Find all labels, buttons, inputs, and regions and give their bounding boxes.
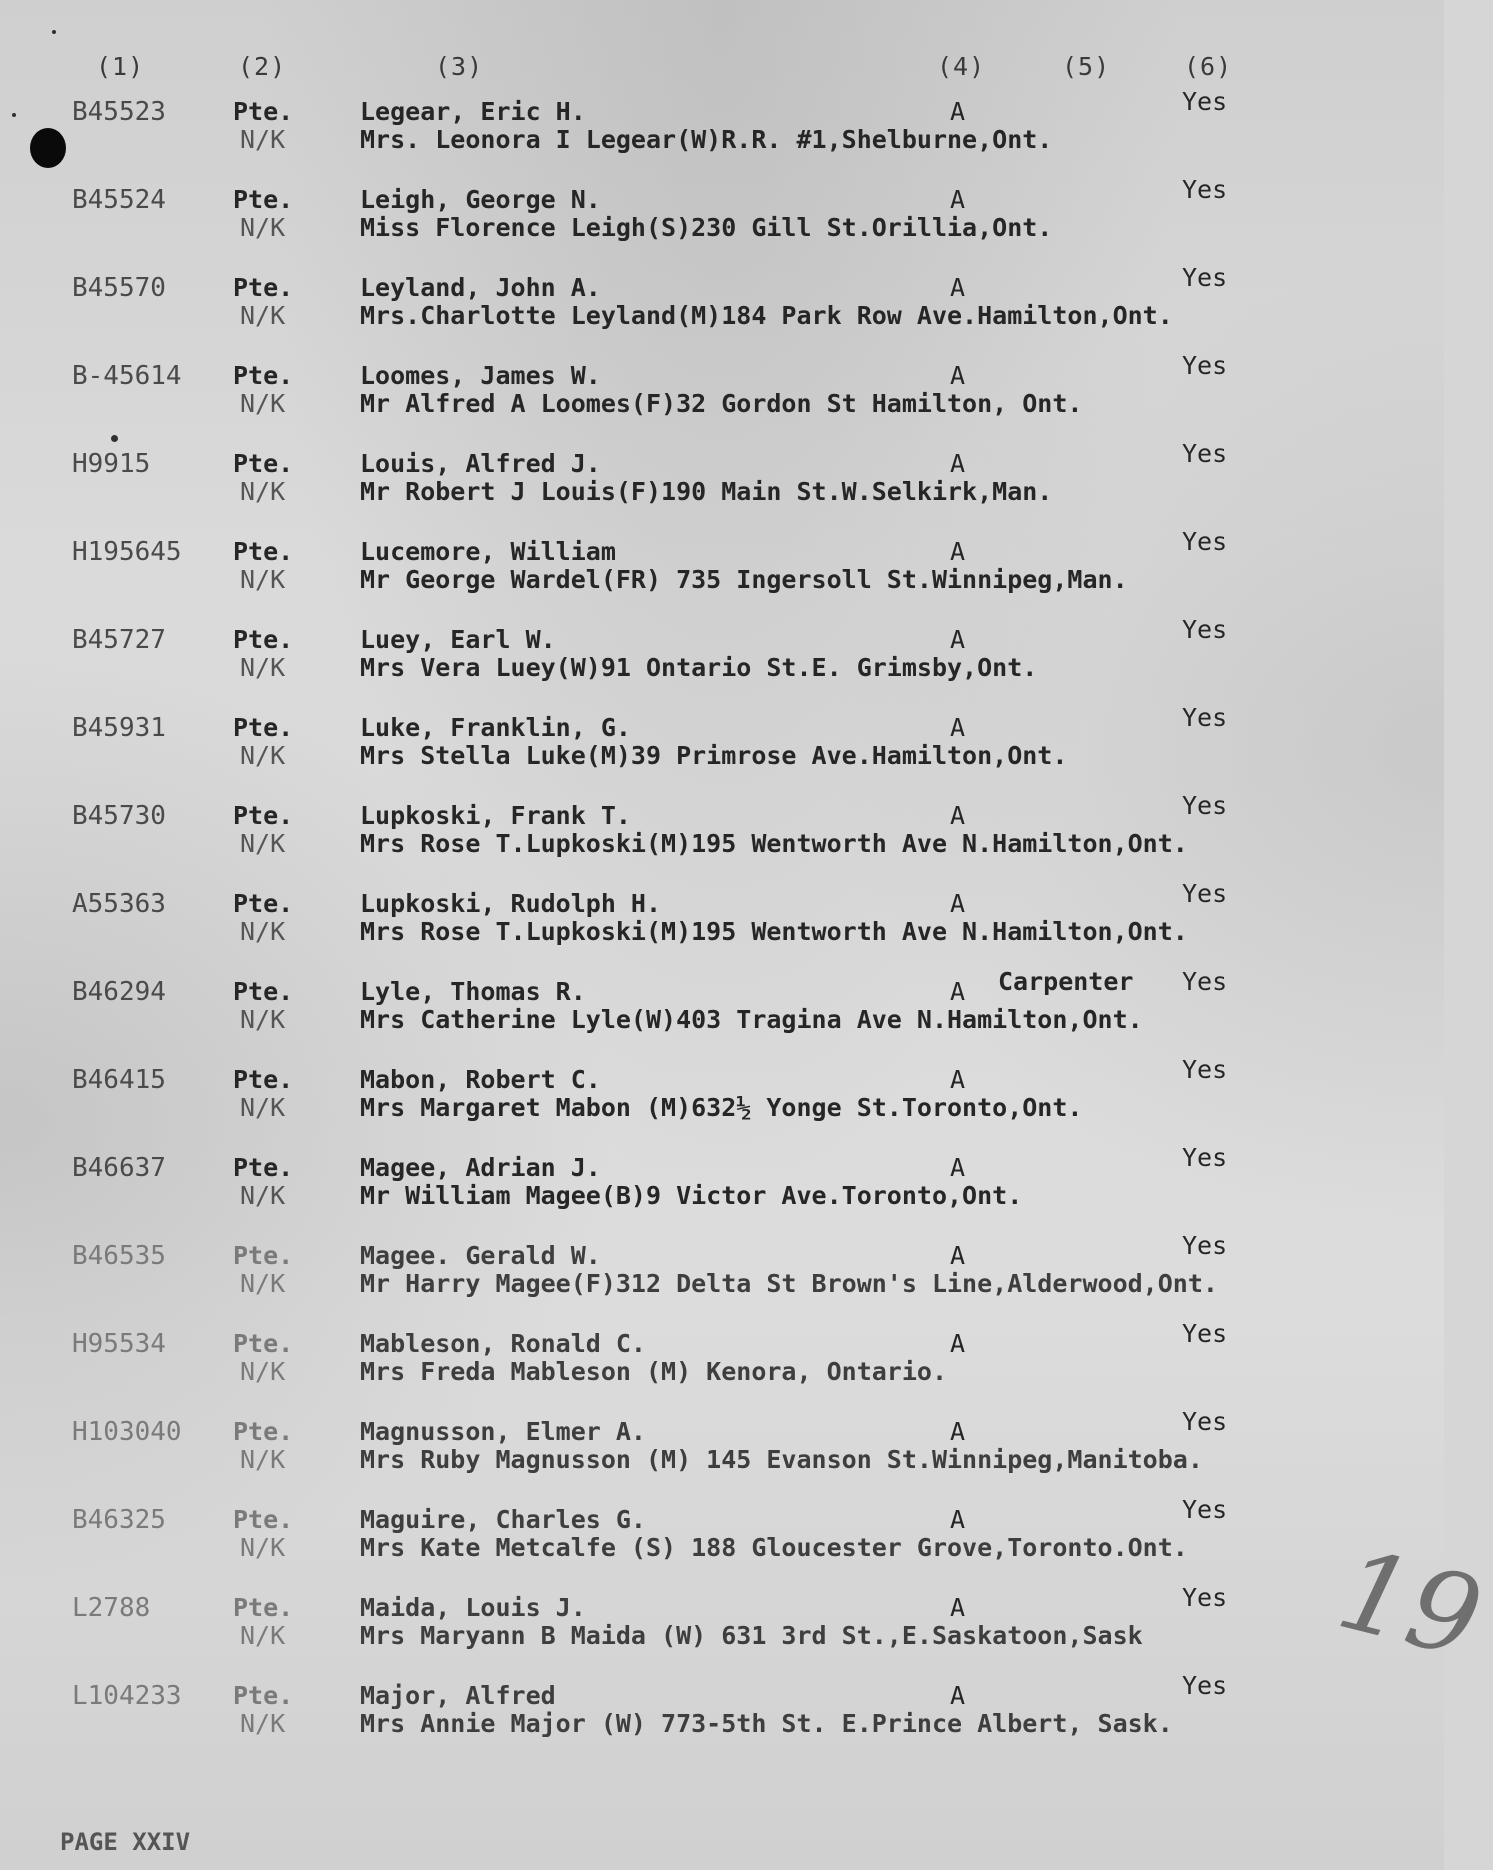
entry-number: L104233 [72,1681,182,1711]
entry-column-6: Yes [1182,351,1228,380]
table-row [0,791,1444,872]
entry-rank: Pte. [233,1505,294,1534]
entry-nok-code: N/K [240,1445,286,1474]
entry-name: Mabon, Robert C. [360,1065,601,1094]
entry-rank: Pte. [233,625,294,654]
entry-next-of-kin: Mr William Magee(B)9 Victor Ave.Toronto,Ont. [360,1181,1023,1210]
entry-next-of-kin: Mrs Catherine Lyle(W)403 Tragina Ave N.Hamilton,Ont. [360,1005,1143,1034]
entry-next-of-kin: Mrs Annie Major (W) 773-5th St. E.Prince Albert, Sask. [360,1709,1173,1738]
table-row [0,1407,1444,1488]
table-row [0,1143,1444,1224]
entry-number: B45570 [72,273,166,303]
entry-column-4: A [950,273,966,302]
entry-column-4: A [950,361,966,390]
entry-number: H195645 [72,537,182,567]
entry-number: B45730 [72,801,166,831]
entry-number: H103040 [72,1417,182,1447]
entry-nok-code: N/K [240,125,286,154]
table-row [0,967,1444,1048]
entry-column-6: Yes [1182,439,1228,468]
entry-next-of-kin: Mrs Maryann B Maida (W) 631 3rd St.,E.Saskatoon,Sask [360,1621,1143,1650]
entry-rank: Pte. [233,449,294,478]
entry-rank: Pte. [233,1329,294,1358]
entry-column-6: Yes [1182,1407,1228,1436]
table-row [0,1671,1444,1752]
entry-name: Magnusson, Elmer A. [360,1417,646,1446]
entry-rank: Pte. [233,1241,294,1270]
entry-name: Legear, Eric H. [360,97,586,126]
entry-number: H9915 [72,449,151,479]
entry-column-4: A [950,1329,966,1358]
entry-next-of-kin: Mr Alfred A Loomes(F)32 Gordon St Hamilton, Ont. [360,389,1083,418]
entry-name: Major, Alfred [360,1681,556,1710]
entry-rank: Pte. [233,801,294,830]
column-header-1: (1) [96,52,145,81]
entry-name: Louis, Alfred J. [360,449,601,478]
entry-rank: Pte. [233,977,294,1006]
entry-column-6: Yes [1182,1143,1228,1172]
entry-next-of-kin: Mrs.Charlotte Leyland(M)184 Park Row Ave.Hamilton,Ont. [360,301,1173,330]
entry-nok-code: N/K [240,1005,286,1034]
entry-number: A55363 [72,889,166,919]
entry-next-of-kin: Mrs Margaret Mabon (M)632½ Yonge St.Toronto,Ont. [360,1093,1083,1122]
entry-column-4: A [950,977,966,1006]
entry-rank: Pte. [233,361,294,390]
entry-next-of-kin: Mrs Rose T.Lupkoski(M)195 Wentworth Ave N.Hamilton,Ont. [360,829,1188,858]
entry-number: B46637 [72,1153,166,1183]
entry-nok-code: N/K [240,1269,286,1298]
entry-column-6: Yes [1182,703,1228,732]
entry-nok-code: N/K [240,829,286,858]
entry-rank: Pte. [233,713,294,742]
entry-column-6: Yes [1182,791,1228,820]
column-header-3: (3) [435,52,484,81]
entry-column-4: A [950,889,966,918]
entry-rank: Pte. [233,889,294,918]
entry-column-4: A [950,713,966,742]
table-row [0,263,1444,344]
handwritten-page-number: 19 [1326,1524,1493,1684]
entry-next-of-kin: Mrs Freda Mableson (M) Kenora, Ontario. [360,1357,947,1386]
table-row [0,175,1444,256]
column-header-2: (2) [238,52,287,81]
entry-name: Lucemore, William [360,537,616,566]
entry-nok-code: N/K [240,653,286,682]
table-row [0,1583,1444,1664]
column-header-6: (6) [1184,52,1233,81]
page-footer: PAGE XXIV [60,1828,191,1856]
entry-number: L2788 [72,1593,151,1623]
entry-next-of-kin: Mrs Stella Luke(M)39 Primrose Ave.Hamilton,Ont. [360,741,1068,770]
entry-rank: Pte. [233,97,294,126]
entry-column-4: A [950,1593,966,1622]
table-row [0,1319,1444,1400]
entry-rank: Pte. [233,1065,294,1094]
entry-column-4: A [950,1681,966,1710]
entry-name: Leigh, George N. [360,185,601,214]
entry-column-6: Yes [1182,87,1228,116]
entry-name: Loomes, James W. [360,361,601,390]
column-header-4: (4) [937,52,986,81]
entry-rank: Pte. [233,1417,294,1446]
entry-trade: Carpenter [998,967,1134,996]
entry-number: B46535 [72,1241,166,1271]
entry-column-4: A [950,1065,966,1094]
entry-nok-code: N/K [240,1533,286,1562]
entry-nok-code: N/K [240,301,286,330]
entry-column-4: A [950,97,966,126]
column-header-5: (5) [1062,52,1111,81]
entry-name: Luke, Franklin, G. [360,713,631,742]
entry-name: Maida, Louis J. [360,1593,586,1622]
entry-column-6: Yes [1182,527,1228,556]
entry-column-4: A [950,625,966,654]
entry-name: Luey, Earl W. [360,625,556,654]
entry-next-of-kin: Mrs Kate Metcalfe (S) 188 Gloucester Grove,Toronto.Ont. [360,1533,1188,1562]
entry-name: Magee, Adrian J. [360,1153,601,1182]
entry-column-4: A [950,1153,966,1182]
table-row [0,351,1444,432]
entry-number: B45727 [72,625,166,655]
table-row [0,1495,1444,1576]
entry-next-of-kin: Mrs. Leonora I Legear(W)R.R. #1,Shelburne,Ont. [360,125,1053,154]
entry-name: Lupkoski, Rudolph H. [360,889,662,918]
table-row [0,1231,1444,1312]
entry-number: B46294 [72,977,166,1007]
entry-nok-code: N/K [240,565,286,594]
entry-column-4: A [950,449,966,478]
entry-next-of-kin: Mr Harry Magee(F)312 Delta St Brown's Line,Alderwood,Ont. [360,1269,1218,1298]
entry-number: H95534 [72,1329,166,1359]
entry-nok-code: N/K [240,917,286,946]
entry-column-6: Yes [1182,1319,1228,1348]
entry-nok-code: N/K [240,1709,286,1738]
entry-rank: Pte. [233,1681,294,1710]
entry-rank: Pte. [233,1153,294,1182]
entry-column-6: Yes [1182,1583,1228,1612]
entry-name: Maguire, Charles G. [360,1505,646,1534]
entry-rank: Pte. [233,537,294,566]
entry-nok-code: N/K [240,1093,286,1122]
entry-column-6: Yes [1182,967,1228,996]
entry-number: B45524 [72,185,166,215]
entry-column-6: Yes [1182,263,1228,292]
entry-column-6: Yes [1182,1231,1228,1260]
entry-name: Lyle, Thomas R. [360,977,586,1006]
entry-next-of-kin: Mrs Ruby Magnusson (M) 145 Evanson St.Winnipeg,Manitoba. [360,1445,1203,1474]
entry-nok-code: N/K [240,389,286,418]
entry-rank: Pte. [233,185,294,214]
table-row [0,439,1444,520]
entry-column-6: Yes [1182,175,1228,204]
entry-name: Lupkoski, Frank T. [360,801,631,830]
entry-column-4: A [950,1241,966,1270]
entry-nok-code: N/K [240,1181,286,1210]
entry-column-6: Yes [1182,1671,1228,1700]
entry-next-of-kin: Mrs Vera Luey(W)91 Ontario St.E. Grimsby,Ont. [360,653,1038,682]
entry-number: B46415 [72,1065,166,1095]
table-row [0,1055,1444,1136]
entry-name: Mableson, Ronald C. [360,1329,646,1358]
entry-number: B-45614 [72,361,182,391]
table-row [0,879,1444,960]
ink-dot [52,30,56,34]
table-row [0,527,1444,608]
entry-nok-code: N/K [240,741,286,770]
table-row [0,615,1444,696]
entry-name: Leyland, John A. [360,273,601,302]
entry-next-of-kin: Mrs Rose T.Lupkoski(M)195 Wentworth Ave N.Hamilton,Ont. [360,917,1188,946]
entry-next-of-kin: Miss Florence Leigh(S)230 Gill St.Orillia,Ont. [360,213,1053,242]
entry-nok-code: N/K [240,1357,286,1386]
entry-column-6: Yes [1182,1495,1228,1524]
ink-dot [111,435,118,442]
table-row [0,703,1444,784]
entry-number: B45931 [72,713,166,743]
entry-number: B46325 [72,1505,166,1535]
entry-rank: Pte. [233,1593,294,1622]
entry-rank: Pte. [233,273,294,302]
entry-column-4: A [950,1505,966,1534]
entry-column-6: Yes [1182,1055,1228,1084]
entry-nok-code: N/K [240,213,286,242]
table-row [0,87,1444,168]
entry-column-4: A [950,537,966,566]
entry-column-6: Yes [1182,615,1228,644]
entry-column-4: A [950,185,966,214]
entry-next-of-kin: Mr George Wardel(FR) 735 Ingersoll St.Winnipeg,Man. [360,565,1128,594]
entry-nok-code: N/K [240,477,286,506]
entry-column-4: A [950,801,966,830]
entry-column-4: A [950,1417,966,1446]
entry-next-of-kin: Mr Robert J Louis(F)190 Main St.W.Selkirk,Man. [360,477,1053,506]
entry-name: Magee. Gerald W. [360,1241,601,1270]
entry-number: B45523 [72,97,166,127]
entry-column-6: Yes [1182,879,1228,908]
entry-nok-code: N/K [240,1621,286,1650]
